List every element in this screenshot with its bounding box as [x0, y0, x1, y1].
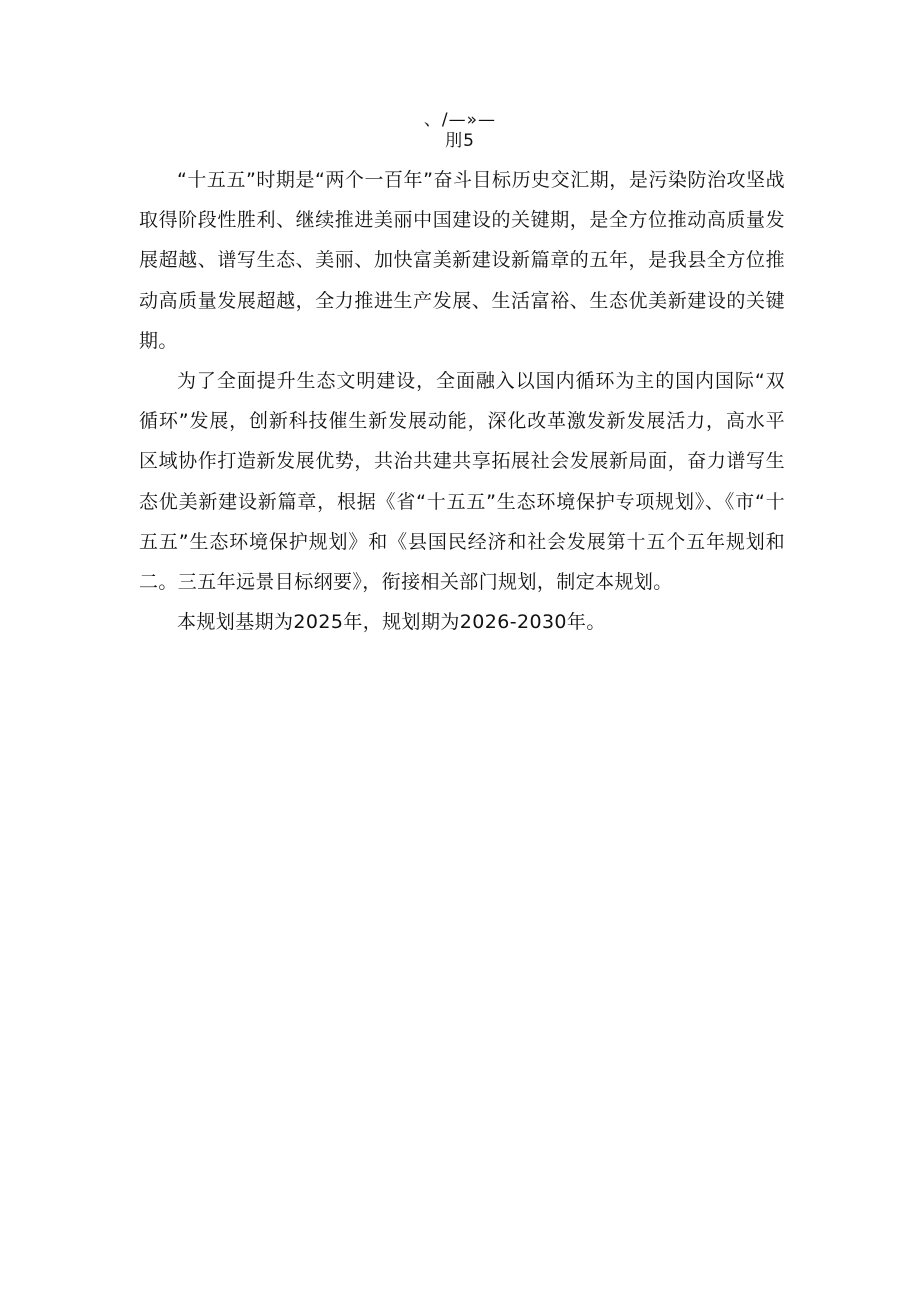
- body-text: [139, 160, 785, 642]
- paragraph-2: 为了全面提升生态文明建设，全面融入以国内循环为主的国内国际“双循环”发展，创新科技催生新发展动能，深化改革激发新发展活力，高水平区域协作打造新发展优势，共治共建共享拓展社会发展新局面，奋力谱写生态优美新建设新篇章，根据《省“十五五”生态环境保护专项规划》、《市“十五五”生态环境保护规划》和《县国民经济和社会发展第十五个五年规划和二。三五年远景目标纲要》，衔接相关部门规划，制定本规划。: [139, 370, 785, 594]
- heading-line-1: 、/—»—: [423, 110, 497, 130]
- paragraph-1: “十五五”时期是“两个一百年”奋斗目标历史交汇期，是污染防治攻坚战取得阶段性胜利、继续推进美丽中国建设的关键期，是全方位推动高质量发展超越、谱写生态、美丽、加快富美新建设新篇章的五年，是我县全方位推动高质量发展超越，全力推进生产发展、生活富裕、生态优美新建设的关键期。: [139, 169, 785, 352]
- paragraph-3: 本规划基期为2025年，规划期为2026-2030年。: [177, 611, 606, 634]
- heading-line-2: 刖5: [445, 131, 475, 151]
